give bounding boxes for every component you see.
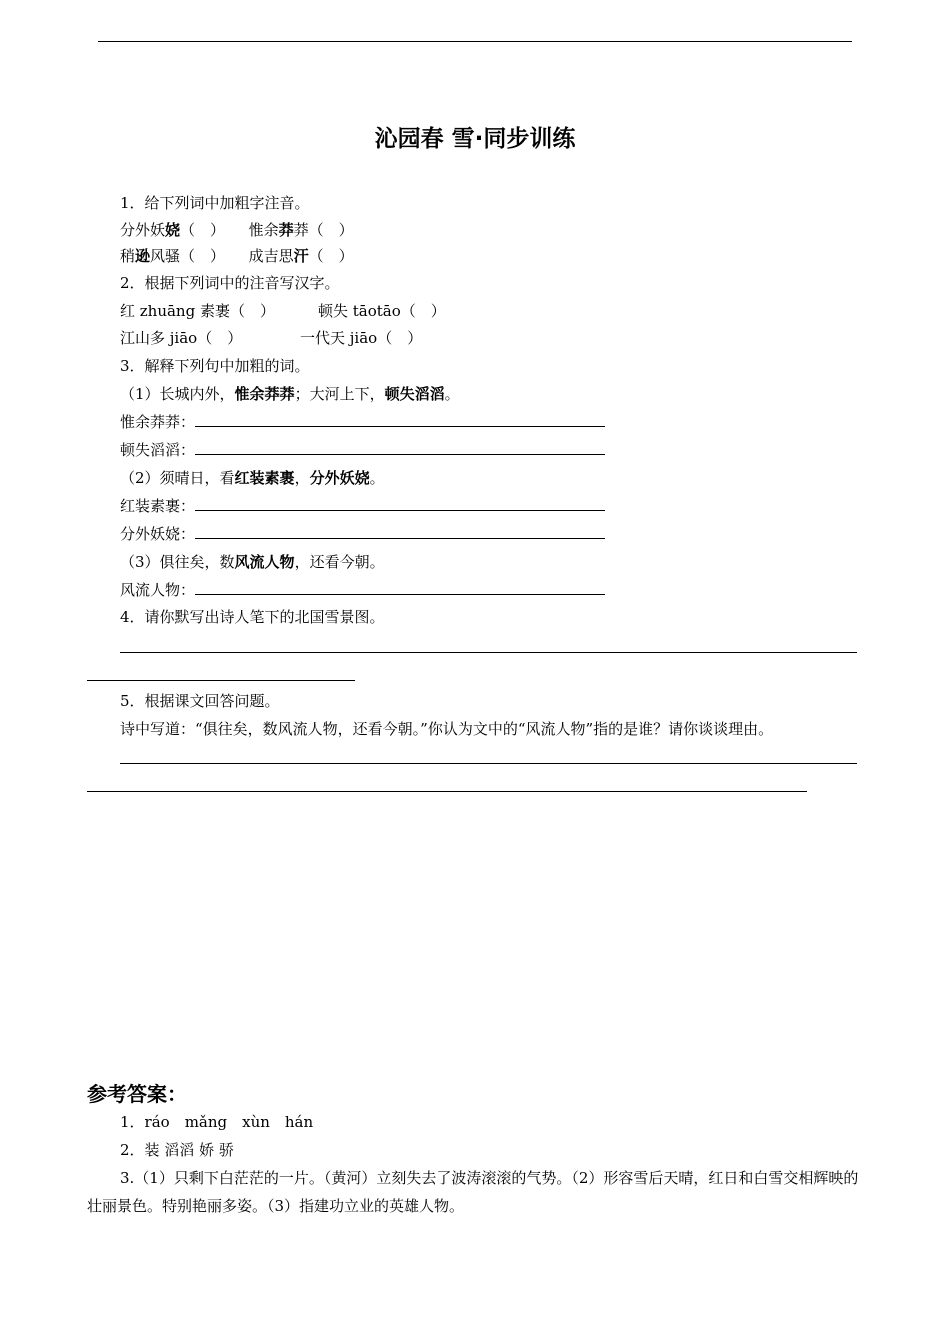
q3-field-5: 风流人物： [120,580,605,600]
page-title: 沁园春 雪·同步训练 [374,126,576,152]
q1-term-c: 稍逊风骚（ ） [120,247,226,265]
answer-blank[interactable] [195,440,605,455]
q1-term-b: 惟余莽莽（ ） [248,221,354,239]
q1-term-d: 成吉思汗（ ） [248,247,354,265]
q3-prompt: 3．解释下列句中加粗的词。 [120,357,310,375]
header-rule [98,41,852,42]
answer-line[interactable] [120,652,857,653]
answer-line[interactable] [120,763,857,764]
answer-line[interactable] [87,791,807,792]
q1-term-a: 分外妖娆（ ） [120,221,226,239]
answer-blank[interactable] [195,580,605,595]
q1-row2 [120,246,354,266]
answer-line[interactable] [87,680,355,681]
answers-heading: 参考答案： [87,1082,187,1106]
q5-prompt: 5．根据课文回答问题。 [120,692,280,710]
q2-item-b: 顿失 tāotāo（ ） [318,302,446,320]
q2-item-c: 江山多 jiāo（ ） [120,329,243,347]
q3-sentence-1: （1）长城内外，惟余莽莽；大河上下，顿失滔滔。 [120,385,460,403]
q3-field-3: 红装素裹： [120,496,605,516]
answer-blank[interactable] [195,496,605,511]
answer-3: 3.（1）只剩下白茫茫的一片。（黄河）立刻失去了波涛滚滚的气势。（2）形容雪后天晴，红日和白雪交相辉映的壮丽景色。特别艳丽多姿。（3）指建功立业的英雄人物。 [87,1169,859,1215]
q1-prompt: 1．给下列词中加粗字注音。 [120,194,310,212]
q2-prompt: 2．根据下列词中的注音写汉字。 [120,274,340,292]
answer-blank[interactable] [195,524,605,539]
q3-sentence-3: （3）俱往矣，数风流人物，还看今朝。 [120,553,385,571]
q2-item-d: 一代天 jiāo（ ） [300,329,423,347]
q3-field-2: 顿失滔滔： [120,440,605,460]
q4-prompt: 4．请你默写出诗人笔下的北国雪景图。 [120,608,385,626]
answer-1: 1．ráo mǎng xùn hán [120,1113,314,1131]
q2-item-a: 红 zhuāng 素裹（ ） [120,302,275,320]
answer-2: 2．装 滔滔 娇 骄 [120,1141,234,1159]
q3-field-4: 分外妖娆： [120,524,605,544]
q3-sentence-2: （2）须晴日，看红装素裹，分外妖娆。 [120,469,385,487]
answer-blank[interactable] [195,412,605,427]
q1-row1 [120,220,354,240]
q3-field-1: 惟余莽莽： [120,412,605,432]
q5-text: 诗中写道：“俱往矣，数风流人物，还看今朝。”你认为文中的“风流人物”指的是谁？请你谈谈理由。 [120,720,774,738]
